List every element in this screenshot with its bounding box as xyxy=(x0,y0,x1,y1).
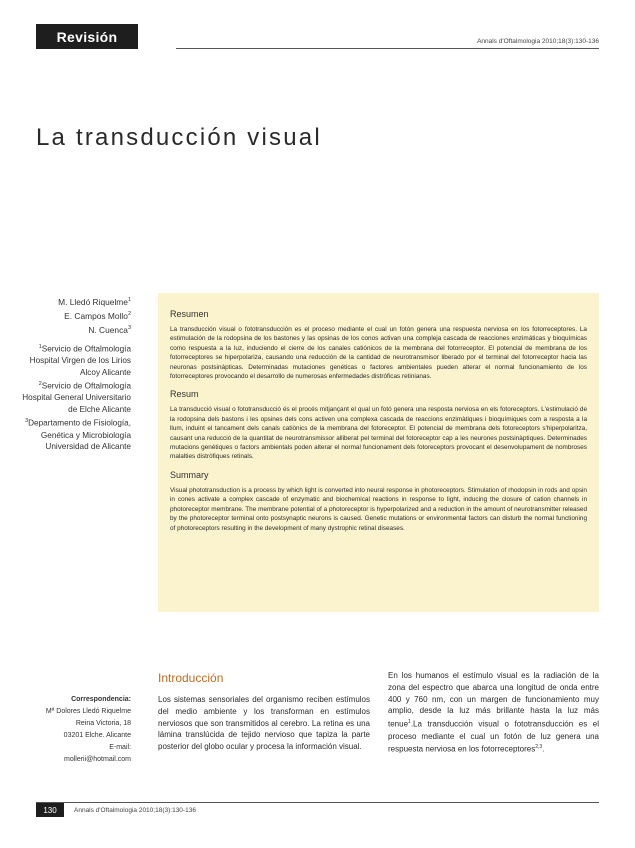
section-tag: Revisión xyxy=(36,24,138,49)
abstract-heading-ca: Resum xyxy=(170,389,199,400)
correspondence-name: Mª Dolores Lledó Riquelme xyxy=(45,708,131,715)
affiliation: $^2$Servicio de Oftalmología Hospital General Universitario de Elche Alicante xyxy=(22,381,131,414)
abstract-heading-en: Summary xyxy=(170,469,209,480)
abstract-text-ca: La transducció visual o fototransducció és el procés mitjançant el qual un fotó genera una resposta nerviosa en els fotoreceptors. L'estimulació de la rodopsina dels bastons i les opsines dels cons activen una complexa cascada de reaccions enzimàtiques i bioquímiques com a resposta a la llum, induint el tancament dels canals catiònics de la membrana del fotoreceptor. El potencial de membrana dels fotoreceptors s'hiperpolaritza, causant una reducció de la quantitat de neurotransmissor alliberat pel terminal del fotoreceptor cap a les neurones postsinàptiques. Determinades mutacions genètiques o factors ambientals poden alterar el normal funcionament dels fotoreceptors provocant el desenvolupament de nombroses malalties distròfiques retinals. xyxy=(170,406,587,461)
header-rule xyxy=(176,48,599,49)
affiliation: $^1$Servicio de Oftalmología Hospital Virgen de los Lirios Alcoy Alicante xyxy=(29,344,131,377)
page-number: 130 xyxy=(36,803,64,817)
author-list xyxy=(20,294,131,335)
intro-heading: Introducción xyxy=(158,671,224,685)
author: N. Cuenca$^3$ xyxy=(88,324,131,335)
affiliation: $^3$Departamento de Fisiología, Genética y Microbiología Universidad de Alicante xyxy=(25,418,131,452)
correspondence-label: Correspondencia: xyxy=(71,696,131,703)
affiliation-list xyxy=(20,342,131,454)
correspondence xyxy=(20,694,131,766)
abstract-text-en: Visual phototransduction is a process by which light is converted into neural response in photoreceptors. Stimulation of rhodopsin in rods and opsin in cones activate a complex cascade of enzymatic and biochemical reactions in response to light, inducing the closure of cation channels in photoreceptor membrane. The membrane potential of a photoreceptor is hyperpolarized and a reduction in the amount of neurotransmitter released by the photoreceptor terminal onto postsynaptic neurons is caused. Genetic mutations or environmental factors can disturb the normal functioning of photoreceptors resulting in the development of many dystrophic retinal diseases. xyxy=(170,486,587,532)
correspondence-street: Reina Victoria, 18 xyxy=(75,720,131,727)
footer-rule xyxy=(36,802,599,803)
footer-citation: Annals d'Oftalmologia 2010;18(3):130-136 xyxy=(74,807,196,814)
intro-text-left: Los sistemas sensoriales del organismo reciben estímulos del medio ambiente y los transforman en estímulos nerviosos que son transmitidos al cerebro. La retina es una lámina translúcida de tejido nervioso que tapiza la parte posterior del globo ocular y procesa la información visual. xyxy=(158,695,370,752)
article-title: La transducción visual xyxy=(36,124,322,151)
intro-text-right: En los humanos el estímulo visual es la radiación de la zona del espectro que abarca una longitud de onda entre 400 y 760 nm, con un margen de funcionamiento muy amplio, desde la luz más brillante hasta la luz más tenue$^1$.La transducción visual o fototransducción es el proceso mediante el cual un fotón de luz genera una respuesta nerviosa en los fotorreceptores$^{2,3}$. xyxy=(388,671,599,755)
header-citation: Annals d'Oftalmologia 2010;18(3):130-136 xyxy=(477,38,599,45)
correspondence-city: 03201 Elche. Alicante xyxy=(63,732,131,739)
author: E. Campos Mollo$^2$ xyxy=(64,310,131,321)
author: M. Lledó Riquelme$^1$ xyxy=(58,296,131,307)
abstract-text-es: La transducción visual o fototransducción es el proceso mediante el cual un fotón genera una respuesta nerviosa en los fotorreceptores. La estimulación de la rodopsina de los bastones y las opsinas de los conos activan una compleja cascada de reacciones enzimáticas y bioquímicas como respuesta a la luz, induciendo el cierre de los canales catiónicos de la membrana del fotorreceptor. El potencial de membrana de los fotorreceptores se hiperpolariza, causando una reducción de la cantidad de neurotransmisor liberado por el terminal del fotorreceptor hacia las neuronas postsinápticas. Determinadas mutaciones genéticas o factores ambientales pueden alterar el normal funcionamiento de los fotorreceptores provocando el desarrollo de numerosas enfermedades distróficas retinianas. xyxy=(170,326,587,381)
abstract-heading-es: Resumen xyxy=(170,309,209,319)
correspondence-email[interactable]: mollerii@hotmail.com xyxy=(63,756,131,763)
abstract-box xyxy=(158,293,599,612)
correspondence-email-label: E-mail: xyxy=(109,744,131,751)
